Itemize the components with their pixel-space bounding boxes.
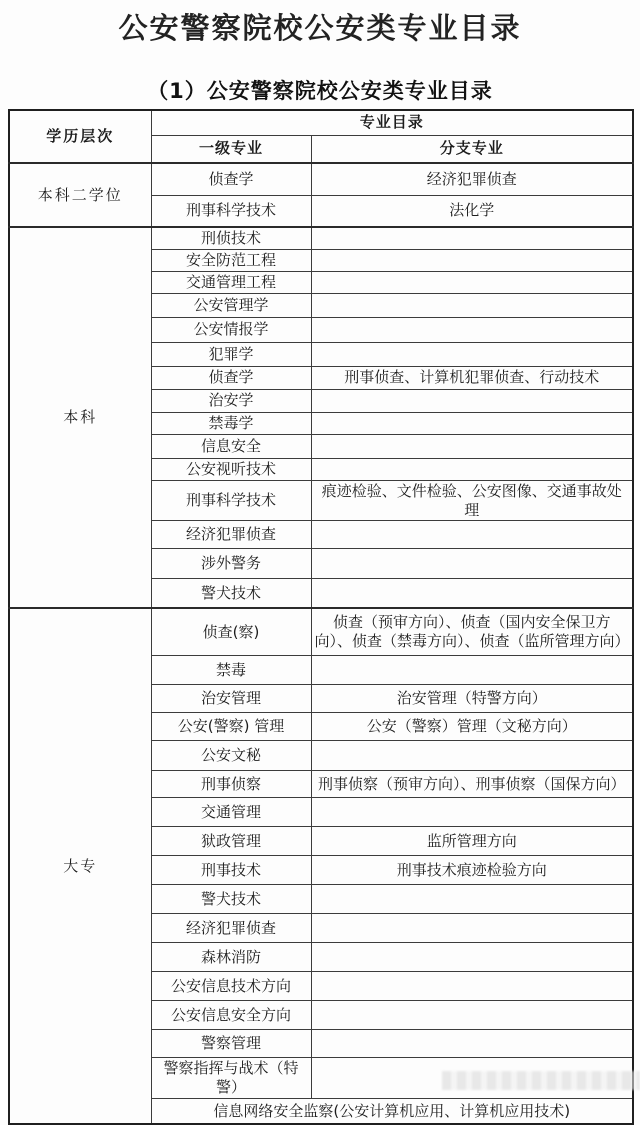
watermark-remnant [442,1071,640,1090]
branch-cell [311,458,633,480]
major-cell: 刑事侦察 [151,771,311,798]
branch-cell [311,293,633,317]
branch-cell [311,317,633,342]
major-cell: 公安文秘 [151,741,311,771]
major-cell: 狱政管理 [151,827,311,856]
branch-cell: 刑事侦察（预审方向）、刑事侦察（国保方向） [311,771,633,798]
branch-cell [311,434,633,458]
branch-cell [311,271,633,293]
branch-cell [311,521,633,549]
major-cell: 公安信息安全方向 [151,1001,311,1030]
major-cell: 公安视听技术 [151,458,311,480]
major-cell: 刑事技术 [151,856,311,885]
table-header-row [9,110,633,135]
major-cell: 禁毒学 [151,412,311,434]
major-cell: 安全防范工程 [151,249,311,271]
branch-cell: 痕迹检验、文件检验、公安图像、交通事故处理 [311,480,633,521]
col-header-branch-major: 分支专业 [311,135,633,163]
branch-cell: 公安（警察）管理（文秘方向） [311,713,633,741]
level-cell-bachelor: 本科 [9,227,151,608]
major-cell: 信息安全 [151,434,311,458]
major-cell: 经济犯罪侦查 [151,914,311,943]
major-cell: 禁毒 [151,656,311,685]
branch-cell: 刑事技术痕迹检验方向 [311,856,633,885]
branch-cell [311,741,633,771]
major-cell: 治安学 [151,389,311,412]
major-cell: 公安信息技术方向 [151,972,311,1001]
branch-cell: 监所管理方向 [311,827,633,856]
branch-cell [311,579,633,608]
col-header-primary-major: 一级专业 [151,135,311,163]
major-cell: 侦查学 [151,366,311,389]
branch-cell [311,342,633,366]
branch-cell [311,943,633,972]
major-cell: 刑侦技术 [151,227,311,249]
major-cell: 刑事科学技术 [151,480,311,521]
page-title: 公安警察院校公安类专业目录 [118,11,522,45]
major-cell: 侦查(察) [151,608,311,656]
table-row [9,608,633,656]
branch-cell [311,1030,633,1058]
branch-cell [311,227,633,249]
major-cell: 经济犯罪侦查 [151,521,311,549]
major-cell: 侦查学 [151,163,311,195]
major-cell: 交通管理工程 [151,271,311,293]
branch-cell [311,549,633,579]
branch-cell: 法化学 [311,195,633,227]
table-row [9,227,633,249]
branch-cell: 刑事侦查、计算机犯罪侦查、行动技术 [311,366,633,389]
branch-cell [311,885,633,914]
branch-cell [311,249,633,271]
major-cell: 涉外警务 [151,549,311,579]
level-cell-second-degree: 本科二学位 [9,163,151,227]
major-cell: 犯罪学 [151,342,311,366]
branch-cell [311,798,633,827]
majors-catalog-table [8,109,634,1125]
major-cell: 交通管理 [151,798,311,827]
section-subtitle: （1）公安警察院校公安类专业目录 [147,79,493,103]
branch-cell [311,412,633,434]
table-row [9,163,633,195]
branch-cell [311,1001,633,1030]
branch-cell: 治安管理（特警方向） [311,685,633,713]
branch-cell [311,656,633,685]
branch-cell [311,972,633,1001]
major-cell: 公安情报学 [151,317,311,342]
major-cell: 治安管理 [151,685,311,713]
col-header-education-level: 学历层次 [9,110,151,163]
col-header-catalog-group: 专业目录 [151,110,633,135]
major-cell: 警犬技术 [151,885,311,914]
branch-cell: 经济犯罪侦查 [311,163,633,195]
major-cell: 森林消防 [151,943,311,972]
branch-cell [311,389,633,412]
major-cell: 公安管理学 [151,293,311,317]
span-row-cell: 信息网络安全监察(公安计算机应用、计算机应用技术) [151,1098,633,1124]
major-cell: 刑事科学技术 [151,195,311,227]
major-cell: 警犬技术 [151,579,311,608]
level-cell-junior-college: 大专 [9,608,151,1125]
major-cell: 警察指挥与战术（特警） [151,1058,311,1099]
branch-cell [311,914,633,943]
major-cell: 警察管理 [151,1030,311,1058]
branch-cell: 侦查（预审方向）、侦查（国内安全保卫方向）、侦查（禁毒方向）、侦查（监所管理方向） [311,608,633,656]
major-cell: 公安(警察) 管理 [151,713,311,741]
